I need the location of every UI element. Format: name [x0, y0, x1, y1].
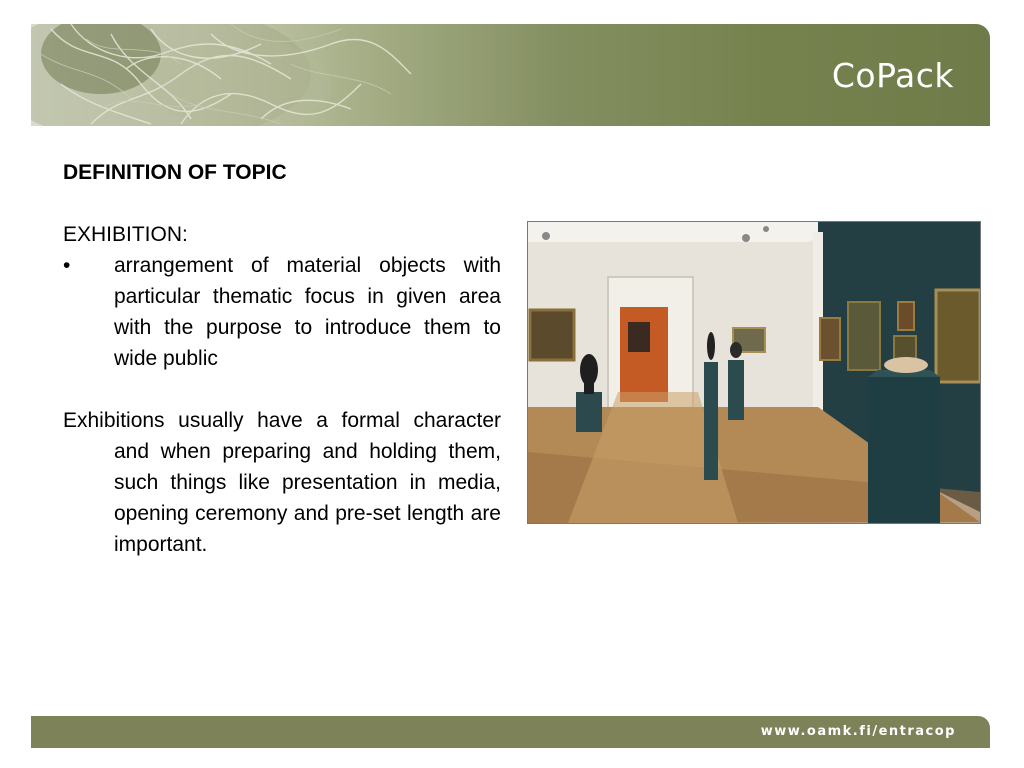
slide-content	[63, 157, 501, 560]
bullet-item	[63, 250, 501, 374]
spacer	[63, 188, 501, 219]
exhibition-subheading: EXHIBITION:	[63, 223, 188, 246]
bullet-icon: •	[63, 254, 71, 277]
exhibitions-paragraph: Exhibitions usually have a formal character and when preparing and holding them, such things like presentation in media, opening ceremony and pre-set length are important.	[63, 409, 501, 556]
footer-url-link[interactable]: www.oamk.fi/entracop	[760, 724, 956, 739]
gallery-image-icon	[528, 222, 980, 523]
gallery-photo	[527, 221, 981, 524]
footer-bar	[31, 716, 990, 748]
header-banner	[31, 24, 990, 126]
bullet-text: arrangement of material objects with particular thematic focus in given area with the purpose to introduce them to wide public	[114, 254, 501, 370]
brand-title: CoPack	[831, 56, 954, 95]
spacer	[63, 374, 501, 405]
slide-heading: DEFINITION OF TOPIC	[63, 161, 287, 184]
